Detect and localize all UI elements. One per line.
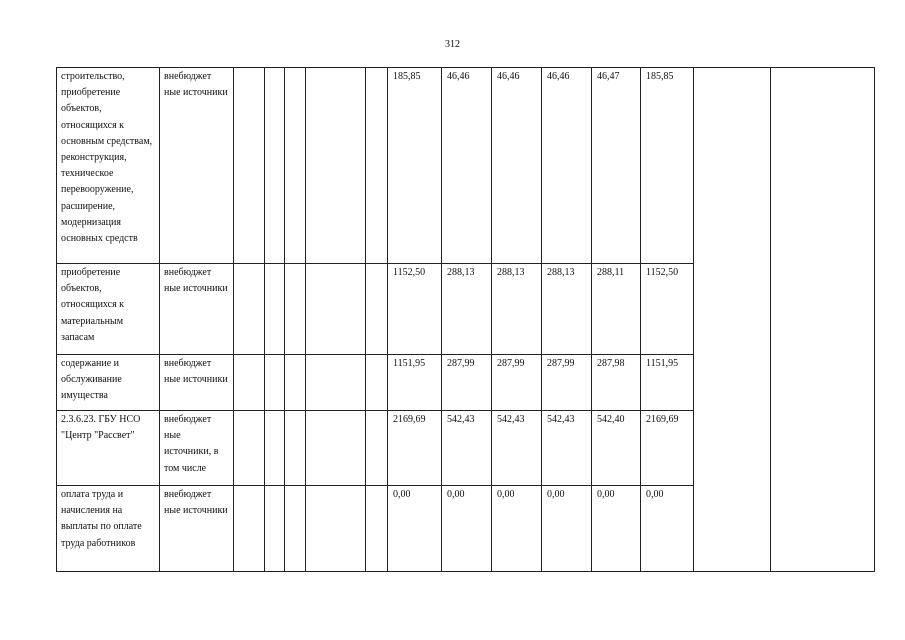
budget-table <box>56 67 875 572</box>
value-sum-cell: 0,00 <box>641 486 694 572</box>
funding-source-cell: внебюджет ные источники <box>160 486 234 572</box>
value-cell: 288,11 <box>592 264 641 355</box>
funding-source-cell: внебюджет ные источники <box>160 355 234 411</box>
empty-cell <box>306 486 366 572</box>
value-cell: 46,46 <box>542 68 592 264</box>
value-cell: 288,13 <box>542 264 592 355</box>
empty-cell <box>234 486 265 572</box>
value-cell: 288,13 <box>442 264 492 355</box>
table-row <box>57 68 875 264</box>
value-cell: 287,99 <box>492 355 542 411</box>
value-cell: 287,99 <box>442 355 492 411</box>
page-number: 312 <box>445 39 460 50</box>
value-cell: 542,43 <box>492 411 542 486</box>
value-total-cell: 185,85 <box>388 68 442 264</box>
empty-cell <box>265 68 285 264</box>
value-sum-cell: 1152,50 <box>641 264 694 355</box>
activity-name-cell: оплата труда и начисления на выплаты по оплате труда работников <box>57 486 160 572</box>
value-cell: 0,00 <box>442 486 492 572</box>
indicator-cell <box>694 68 771 572</box>
value-total-cell: 0,00 <box>388 486 442 572</box>
empty-cell <box>306 264 366 355</box>
empty-cell <box>285 486 306 572</box>
empty-cell <box>285 68 306 264</box>
funding-source-cell: внебюджет ные источники, в том числе <box>160 411 234 486</box>
empty-cell <box>306 68 366 264</box>
empty-cell <box>366 486 388 572</box>
empty-cell <box>306 411 366 486</box>
value-cell: 542,43 <box>542 411 592 486</box>
empty-cell <box>234 68 265 264</box>
value-cell: 46,46 <box>492 68 542 264</box>
activity-name-cell: 2.3.6.23. ГБУ НСО "Центр "Рассвет" <box>57 411 160 486</box>
empty-cell <box>366 355 388 411</box>
funding-source-cell: внебюджет ные источники <box>160 264 234 355</box>
empty-cell <box>366 264 388 355</box>
value-cell: 542,40 <box>592 411 641 486</box>
value-sum-cell: 2169,69 <box>641 411 694 486</box>
value-cell: 0,00 <box>592 486 641 572</box>
value-cell: 46,46 <box>442 68 492 264</box>
empty-cell <box>265 264 285 355</box>
value-cell: 46,47 <box>592 68 641 264</box>
empty-cell <box>306 355 366 411</box>
empty-cell <box>265 486 285 572</box>
value-cell: 0,00 <box>492 486 542 572</box>
activity-name-cell: строительство, приобретение объектов, относящихся к основным средствам, реконструкция, техническое перевооружение, расширение, модернизация основных средств <box>57 68 160 264</box>
value-total-cell: 1151,95 <box>388 355 442 411</box>
value-cell: 287,98 <box>592 355 641 411</box>
value-total-cell: 1152,50 <box>388 264 442 355</box>
empty-cell <box>285 411 306 486</box>
value-cell: 287,99 <box>542 355 592 411</box>
value-cell: 0,00 <box>542 486 592 572</box>
empty-cell <box>366 68 388 264</box>
empty-cell <box>285 355 306 411</box>
value-total-cell: 2169,69 <box>388 411 442 486</box>
value-cell: 542,43 <box>442 411 492 486</box>
empty-cell <box>265 355 285 411</box>
value-sum-cell: 185,85 <box>641 68 694 264</box>
empty-cell <box>234 264 265 355</box>
value-sum-cell: 1151,95 <box>641 355 694 411</box>
empty-cell <box>285 264 306 355</box>
empty-cell <box>234 411 265 486</box>
activity-name-cell: содержание и обслуживание имущества <box>57 355 160 411</box>
activity-name-cell: приобретение объектов, относящихся к материальным запасам <box>57 264 160 355</box>
empty-cell <box>234 355 265 411</box>
value-cell: 288,13 <box>492 264 542 355</box>
empty-cell <box>366 411 388 486</box>
funding-source-cell: внебюджет ные источники <box>160 68 234 264</box>
empty-cell <box>265 411 285 486</box>
result-cell <box>771 68 875 572</box>
